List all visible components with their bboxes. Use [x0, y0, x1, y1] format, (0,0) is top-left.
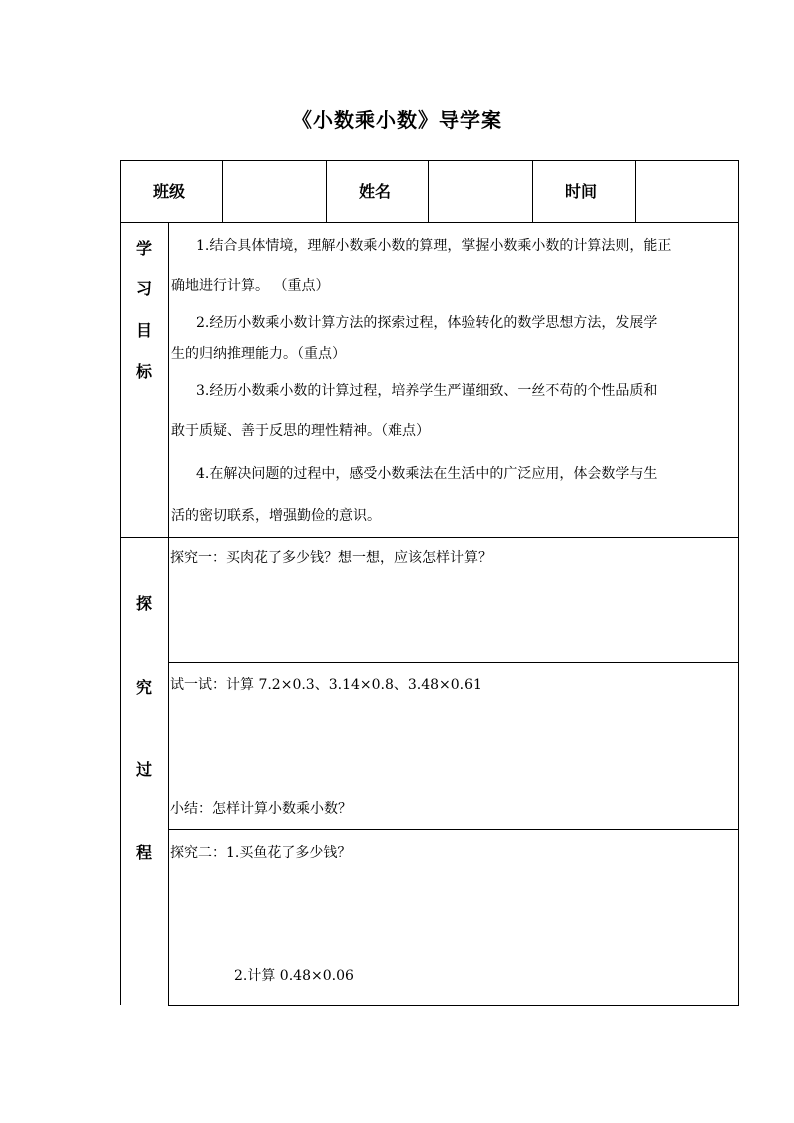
header-divider-1	[222, 160, 223, 222]
header-divider-2	[326, 160, 327, 222]
try-cell-bottom-border	[168, 829, 739, 830]
header-divider-5	[635, 160, 636, 222]
explore1-question: 探究一：买肉花了多少钱？想一想，应该怎样计算？	[170, 550, 492, 566]
label-column-border	[168, 222, 169, 1006]
objectives-section-char-2: 习	[135, 279, 152, 298]
objectives-section-char-3: 目	[135, 321, 152, 340]
objectives-row-bottom-border	[120, 537, 739, 538]
objectives-section-char-1: 学	[135, 239, 152, 258]
process-section-char-4: 程	[135, 843, 152, 862]
name-label: 姓名	[359, 182, 392, 201]
process-section-char-1: 探	[135, 594, 152, 613]
explore2-question: 探究二：1.买鱼花了多少钱？	[170, 845, 352, 861]
class-field[interactable]	[224, 178, 324, 206]
explore2-cell-bottom-border	[168, 1005, 739, 1006]
explore1-cell-bottom-border	[168, 662, 739, 663]
explore1-answer-area[interactable]	[170, 572, 736, 660]
table-right-border	[738, 160, 739, 1006]
objective-line: 生的归纳推理能力。（重点）	[171, 346, 346, 362]
explore2-calc-prompt: 2.计算 0.48×0.06	[234, 968, 354, 984]
objective-line: 2.经历小数乘小数计算方法的探索过程，体验转化的数学思想方法，发展学	[196, 315, 658, 331]
time-field[interactable]	[637, 178, 736, 206]
time-label: 时间	[565, 182, 598, 201]
process-section-char-3: 过	[135, 760, 152, 779]
name-field[interactable]	[430, 178, 530, 206]
objective-line: 活的密切联系，增强勤俭的意识。	[171, 508, 381, 524]
objective-line: 4.在解决问题的过程中，感受小数乘法在生活中的广泛应用，体会数学与生	[196, 466, 658, 482]
class-label: 班级	[153, 182, 186, 201]
try-it-answer-area[interactable]	[170, 698, 736, 794]
header-divider-4	[532, 160, 533, 222]
objective-line: 1.结合具体情境，理解小数乘小数的算理，掌握小数乘小数的计算法则，能正	[196, 238, 672, 254]
process-section-char-2: 究	[135, 678, 152, 697]
explore2-answer-area[interactable]	[170, 866, 736, 958]
summary-prompt: 小结：怎样计算小数乘小数？	[170, 801, 352, 817]
objective-line: 3.经历小数乘小数的计算过程，培养学生严谨细致、一丝不苟的个性品质和	[196, 383, 658, 399]
objectives-section-char-4: 标	[135, 362, 152, 381]
header-row-bottom-border	[120, 222, 739, 223]
table-top-border	[120, 160, 739, 161]
header-divider-3	[428, 160, 429, 222]
objective-line: 确地进行计算。 （重点）	[171, 278, 330, 294]
page-title: 《小数乘小数》导学案	[292, 108, 502, 132]
try-it-prompt: 试一试：计算 7.2×0.3、3.14×0.8、3.48×0.61	[170, 677, 482, 693]
objective-line: 敢于质疑、善于反思的理性精神。（难点）	[171, 423, 430, 439]
